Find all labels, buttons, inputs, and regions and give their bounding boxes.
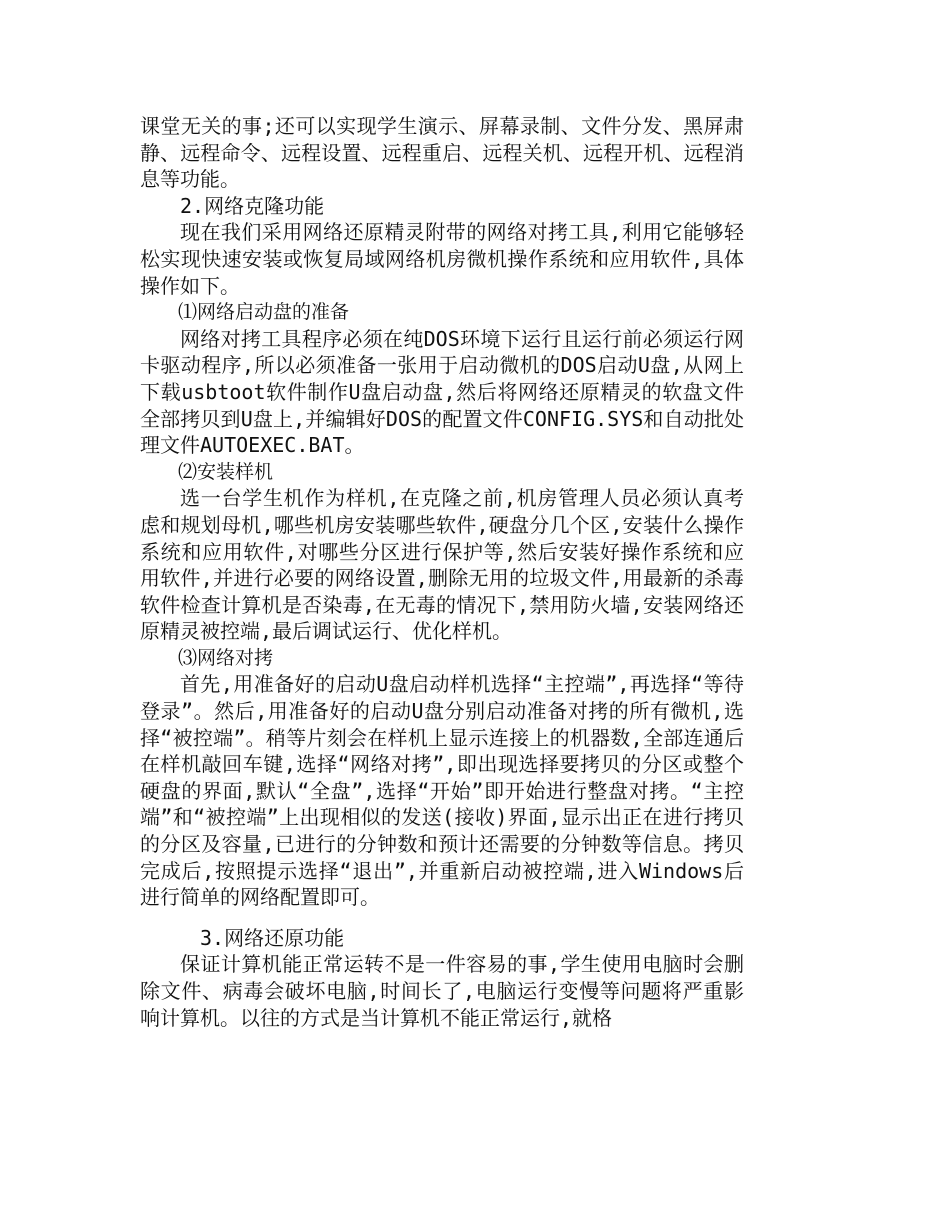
- subheading-install-sample: ⑵安装样机: [178, 460, 274, 483]
- document-body: [140, 113, 744, 1031]
- paragraph-network-clone: 现在我们采用网络还原精灵附带的网络对拷工具,利用它能够轻松实现快速安装或恢复局域网络机房微机操作系统和应用软件,具体操作如下。: [140, 220, 744, 298]
- subheading-network-copy: ⑶网络对拷: [178, 646, 274, 669]
- heading-network-clone: 2.网络克隆功能: [180, 193, 325, 218]
- paragraph-boot-disk: 网络对拷工具程序必须在纯DOS环境下运行且运行前必须运行网卡驱动程序,所以必须准备一张用于启动微机的DOS启动U盘,从网上下载usbtoot软件制作U盘启动盘,然后将网络还原精灵的软盘文件全部拷贝到U盘上,并编辑好DOS的配置文件CONFIG.SYS和自动批处理文件AUTOEXEC.BAT。: [140, 326, 744, 458]
- subheading-boot-disk: ⑴网络启动盘的准备: [178, 301, 350, 324]
- paragraph-network-restore: 保证计算机能正常运转不是一件容易的事,学生使用电脑时会删除文件、病毒会破坏电脑,时间长了,电脑运行变慢等问题将严重影响计算机。以往的方式是当计算机不能正常运行,就格: [140, 952, 744, 1030]
- paragraph-intro: 课堂无关的事;还可以实现学生演示、屏幕录制、文件分发、黑屏肃静、远程命令、远程设置、远程重启、远程关机、远程开机、远程消息等功能。: [140, 114, 744, 192]
- paragraph-network-copy: 首先,用准备好的启动U盘启动样机选择“主控端”,再选择“等待登录”。然后,用准备好的启动U盘分别启动准备对拷的所有微机,选择“被控端”。稍等片刻会在样机上显示连接上的机器数,全部连通后在样机敲回车键,选择“网络对拷”,即出现选择要拷贝的分区或整个硬盘的界面,默认“全盘”,选择“开始”即开始进行整盘对拷。“主控端”和“被控端”上出现相似的发送(接收)界面,显示出正在进行拷贝的分区及容量,已进行的分钟数和预计还需要的分钟数等信息。拷贝完成后,按照提示选择“退出”,并重新启动被控端,进入Windows后进行简单的网络配置即可。: [140, 672, 744, 910]
- heading-network-restore: 3.网络还原功能: [200, 925, 345, 950]
- paragraph-install-sample: 选一台学生机作为样机,在克隆之前,机房管理人员必须认真考虑和规划母机,哪些机房安装哪些软件,硬盘分几个区,安装什么操作系统和应用软件,对哪些分区进行保护等,然后安装好操作系统和应用软件,并进行必要的网络设置,删除无用的垃圾文件,用最新的杀毒软件检查计算机是否染毒,在无毒的情况下,禁用防火墙,安装网络还原精灵被控端,最后调试运行、优化样机。: [140, 486, 744, 644]
